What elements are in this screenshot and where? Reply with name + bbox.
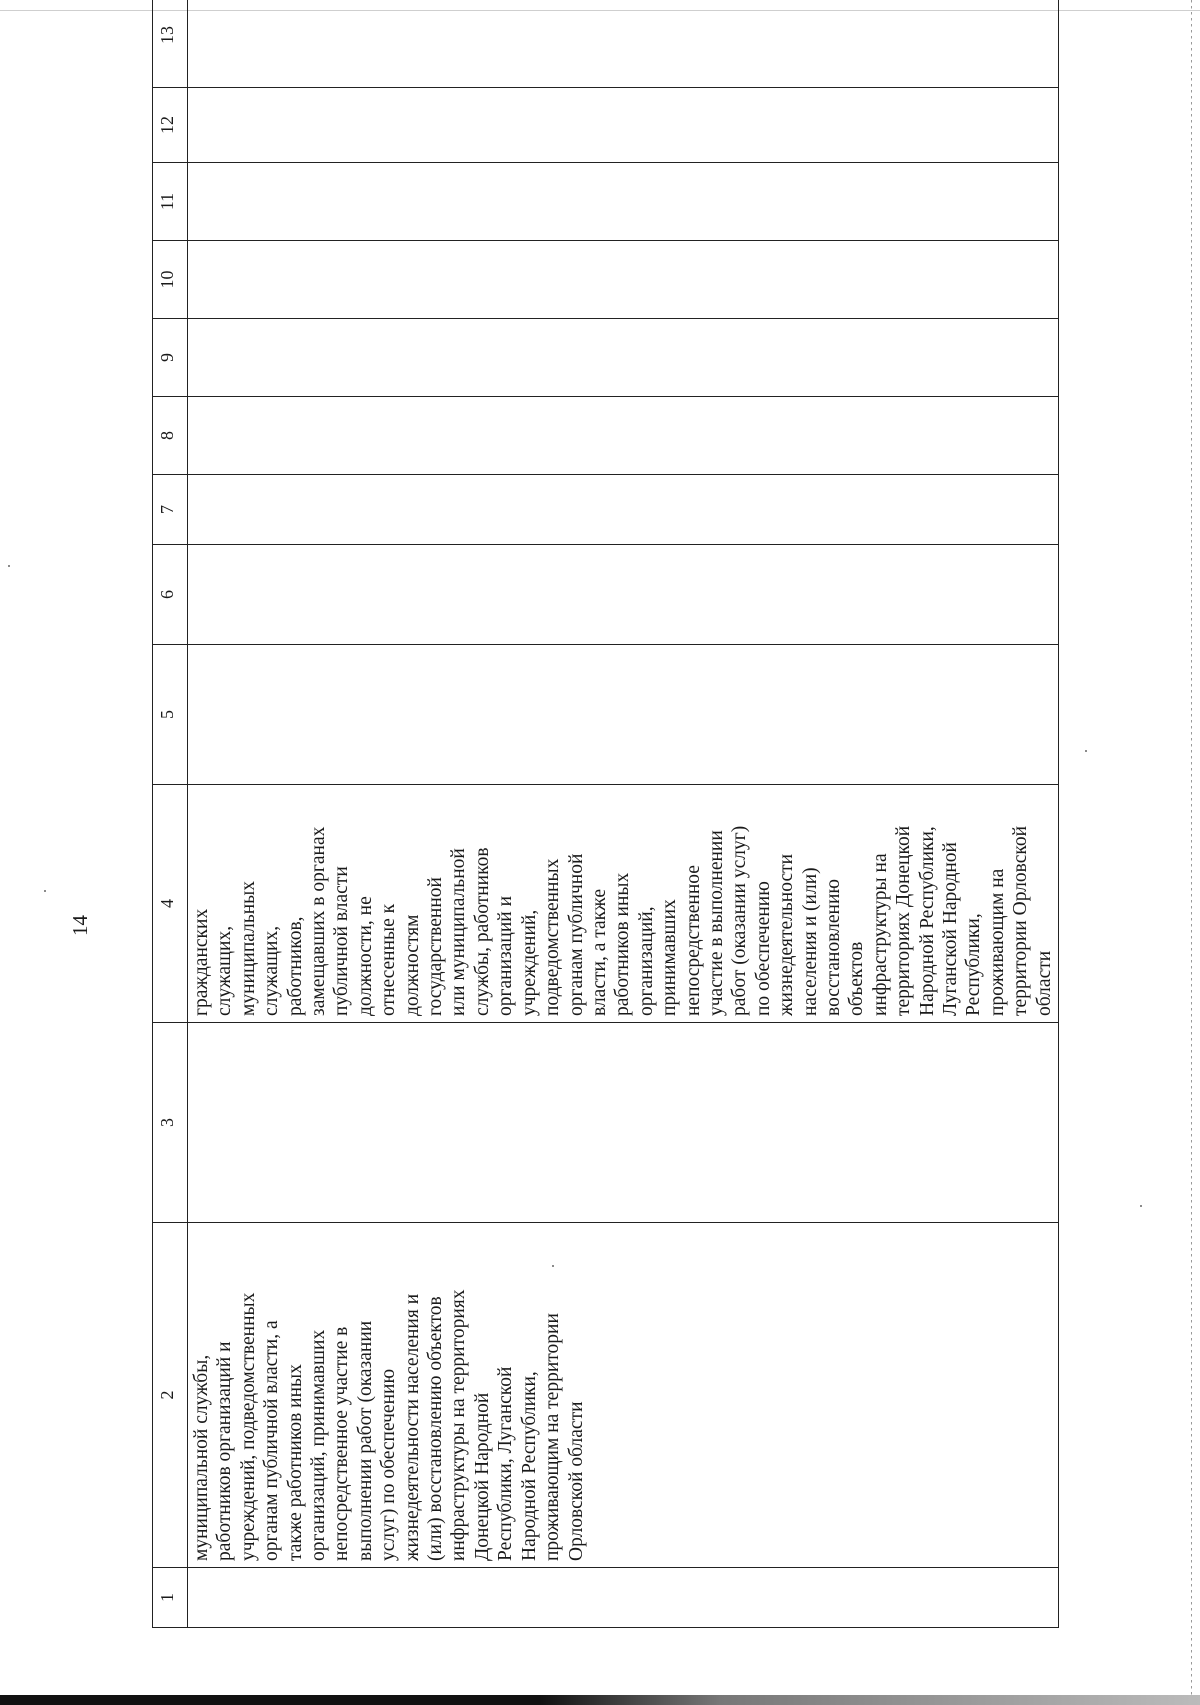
column-header: 13 bbox=[153, 0, 188, 88]
table-cell bbox=[188, 475, 1059, 545]
page-number: 14 bbox=[68, 915, 92, 936]
scan-edge-right bbox=[1191, 0, 1192, 1705]
column-header: 10 bbox=[153, 241, 188, 319]
table-header-row bbox=[153, 0, 188, 1628]
table-cell-categories: гражданских служащих, муниципальных служащих, работников, замещавших в органах публичной власти должности, не отнесенные к должностям государственной или муниципальной службы, работников организаций и учреждений, подведомственных органам публичной власти, а также работников иных организаций, принимавших непосредственное участие в выполнении работ (оказании услуг) по обеспечению жизнедеятельности населения и (или) восстановлению объектов инфраструктуры на территориях Донецкой Народной Республики, Луганской Народной Республики, проживающим на территории Орловской области bbox=[188, 785, 1059, 1023]
column-header: 4 bbox=[153, 785, 188, 1023]
column-header: 8 bbox=[153, 397, 188, 475]
column-header: 11 bbox=[153, 163, 188, 241]
table-cell bbox=[188, 241, 1059, 319]
table-cell bbox=[188, 88, 1059, 163]
table-cell bbox=[188, 0, 1059, 88]
column-header: 2 bbox=[153, 1223, 188, 1568]
column-header: 5 bbox=[153, 645, 188, 785]
column-header: 9 bbox=[153, 319, 188, 397]
column-header: 7 bbox=[153, 475, 188, 545]
table-cell bbox=[188, 1023, 1059, 1223]
table-row bbox=[188, 0, 1059, 1628]
table-cell bbox=[188, 1568, 1059, 1628]
scan-speck bbox=[44, 890, 46, 892]
table-cell-recipients: муниципальной службы, работников организаций и учреждений, подведомственных органам публичной власти, а также работников иных организаций, принимавших непосредственное участие в выполнении работ (оказании услуг) по обеспечению жизнедеятельности населения и (или) восстановлению объектов инфраструктуры на территориях Донецкой Народной Республики, Луганской Народной Республики, проживающим на территории Орловской области bbox=[188, 1223, 1059, 1568]
rotated-document-page bbox=[60, 26, 1100, 1688]
scan-edge-bottom bbox=[0, 1695, 1200, 1705]
table-cell bbox=[188, 163, 1059, 241]
column-header: 1 bbox=[153, 1568, 188, 1628]
column-header: 12 bbox=[153, 88, 188, 163]
scan-speck bbox=[1140, 1205, 1142, 1207]
table-cell bbox=[188, 319, 1059, 397]
column-header: 3 bbox=[153, 1023, 188, 1223]
table-cell bbox=[188, 645, 1059, 785]
table-cell bbox=[188, 545, 1059, 645]
document-table bbox=[152, 0, 1059, 1628]
table-cell bbox=[188, 397, 1059, 475]
column-header: 6 bbox=[153, 545, 188, 645]
scan-speck bbox=[8, 565, 10, 567]
